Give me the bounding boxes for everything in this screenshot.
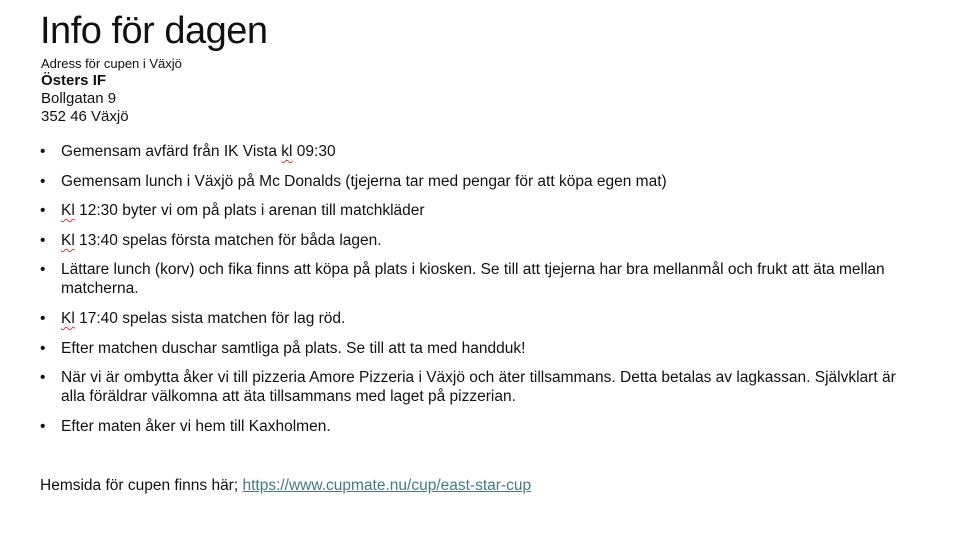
schedule-item xyxy=(40,339,920,358)
bullet-text-pre: Efter maten åker vi hem till Kaxholmen. xyxy=(61,417,331,435)
bullet-text-post: 12:30 byter vi om på plats i arenan till matchkläder xyxy=(74,202,425,220)
schedule-item xyxy=(40,142,920,161)
bullet-text-post: 09:30 xyxy=(292,143,336,160)
schedule-item xyxy=(40,231,920,250)
bullet-text-pre: När vi är ombytta åker vi till pizzeria Amore Pizzeria i Växjö och äter tillsammans. Detta betalas av lagkassan. Självklart är alla föräldrar välkomna att äta tillsammans med laget på pizzerian. xyxy=(61,369,896,406)
bullet-text-post: 17:40 spelas sista matchen för lag röd. xyxy=(74,309,346,327)
bullet-glyph: • xyxy=(40,309,46,327)
bullet-text-post: 13:40 spelas första matchen för båda lagen. xyxy=(74,231,382,249)
schedule-item xyxy=(40,417,920,436)
address-name: Östers IF xyxy=(41,72,107,89)
cup-website-link[interactable]: https://www.cupmate.nu/cup/east-star-cup xyxy=(242,477,532,494)
schedule-item xyxy=(40,260,920,298)
address-street: Bollgatan 9 xyxy=(41,90,117,107)
schedule-item xyxy=(40,201,920,220)
address-caption: Adress för cupen i Växjö xyxy=(41,56,182,71)
bullet-glyph: • xyxy=(40,261,46,279)
footer-text: Hemsida för cupen finns här; xyxy=(40,477,243,494)
bullet-glyph: • xyxy=(40,172,46,190)
bullet-glyph: • xyxy=(40,339,46,357)
bullet-glyph: • xyxy=(40,417,46,435)
bullet-glyph: • xyxy=(40,231,46,249)
bullet-text-pre: Gemensam lunch i Växjö på Mc Donalds (tjejerna tar med pengar för att köpa egen mat) xyxy=(61,172,667,190)
schedule-list xyxy=(40,142,920,446)
bullet-text-kl: Kl xyxy=(61,231,75,249)
footer xyxy=(40,476,531,496)
address-block xyxy=(41,56,182,126)
address-city: 352 46 Växjö xyxy=(41,108,129,125)
bullet-glyph: • xyxy=(40,143,46,160)
schedule-item xyxy=(40,309,920,328)
schedule-item xyxy=(40,172,920,191)
schedule-item xyxy=(40,368,920,406)
bullet-text-kl: Kl xyxy=(61,309,75,327)
bullet-glyph: • xyxy=(40,202,46,220)
bullet-text-pre: Gemensam avfärd från IK Vista xyxy=(61,143,282,160)
bullet-text-kl: Kl xyxy=(61,202,75,220)
bullet-glyph: • xyxy=(40,369,46,387)
bullet-text-kl: kl xyxy=(281,143,293,160)
slide-title: Info för dagen xyxy=(40,10,268,52)
bullet-text-pre: Efter matchen duschar samtliga på plats. Se till att ta med handduk! xyxy=(61,339,526,357)
bullet-text-pre: Lättare lunch (korv) och fika finns att köpa på plats i kiosken. Se till att tjejerna har bra mellanmål och frukt att äta mellan matcherna. xyxy=(61,261,885,298)
